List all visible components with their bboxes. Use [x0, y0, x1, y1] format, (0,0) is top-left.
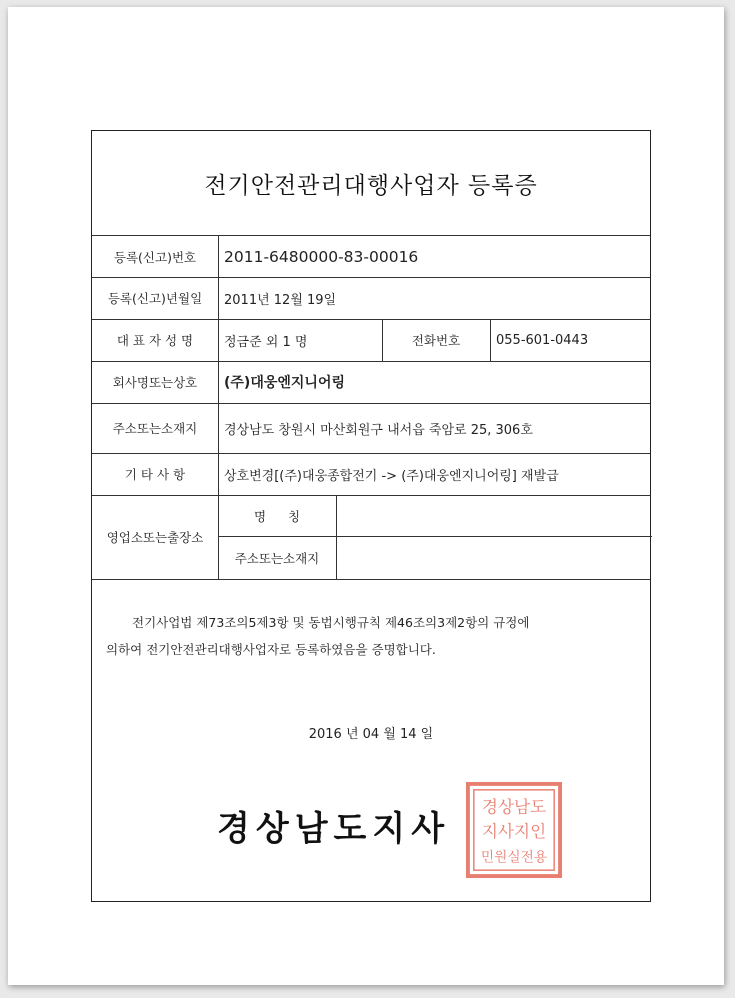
address-value: 경상남도 창원시 마산회원구 내서읍 죽암로 25, 306호 [224, 422, 533, 438]
certificate-page [8, 7, 724, 985]
svg-text:민원실전용: 민원실전용 [480, 849, 548, 866]
remarks-label: 기 타 사 항 [124, 467, 186, 482]
representative-label: 대 표 자 성 명 [116, 333, 194, 348]
branch-name-label: 명 칭 [253, 508, 301, 524]
svg-text:경상남도: 경상남도 [481, 797, 547, 817]
document-title: 전기안전관리대행사업자 등록증 [92, 131, 650, 236]
branch-name-value [336, 495, 658, 536]
company-name-value: (주)대웅엔지니어링 [224, 375, 345, 391]
svg-text:지사지인: 지사지인 [481, 821, 547, 841]
phone-label: 전화번호 [411, 333, 461, 348]
registration-number-label: 등록(신고)번호 [113, 249, 197, 265]
registration-number-value: 2011-6480000-83-00016 [224, 247, 419, 266]
company-name-label: 회사명또는상호 [112, 375, 198, 390]
address-label: 주소또는소재지 [112, 421, 198, 436]
issuer-name: 경상남도지사 [217, 809, 451, 849]
certificate-frame [91, 130, 651, 902]
representative-value: 정금준 외 1 명 [224, 334, 308, 350]
official-seal [465, 781, 563, 879]
statement-line-2: 의하여 전기안전관리대행사업자로 등록하였음을 증명합니다. [106, 642, 436, 657]
statement-line-1: 전기사업법 제73조의5제3항 및 동법시행규칙 제46조의3제2항의 규정에 [132, 615, 530, 630]
branch-address-label: 주소또는소재지 [234, 550, 320, 566]
issue-date: 2016 년 04 월 14 일 [308, 727, 434, 742]
row-divider [92, 579, 650, 580]
registration-date-label: 등록(신고)년월일 [107, 291, 203, 306]
registration-date-value: 2011년 12월 19일 [224, 292, 337, 308]
remarks-value: 상호변경[(주)대웅종합전기 -> (주)대웅엔지니어링] 재발급 [224, 468, 559, 484]
phone-value: 055-601-0443 [496, 332, 589, 348]
branch-address-value [336, 536, 658, 579]
branch-label: 영업소또는출장소 [106, 530, 204, 545]
